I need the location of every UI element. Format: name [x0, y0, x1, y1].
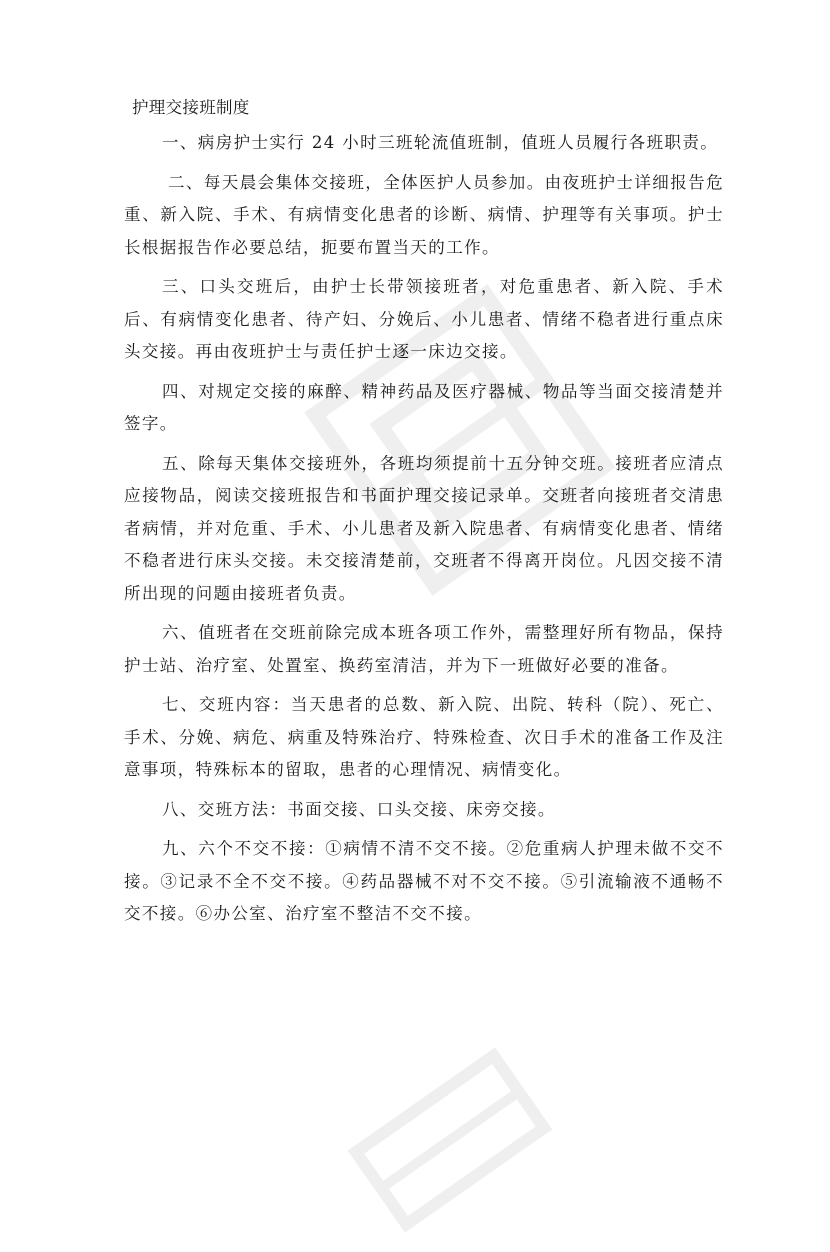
- paragraph-8: 八、交班方法：书面交接、口头交接、床旁交接。: [162, 799, 556, 819]
- paragraph-5: 五、除每天集体交接班外，各班均须提前十五分钟交班。接班者应清点应接物品，阅读交接班报告和书面护理交接记录单。交班者向接班者交清患者病情，并对危重、手术、小儿患者及新入院患者、有病情变化患者、情绪不稳者进行床头交接。未交接清楚前，交班者不得离开岗位。凡因交接不清所出现的问题由接班者负责。: [124, 453, 724, 603]
- document-title: 护理交接班制度: [132, 98, 250, 117]
- paragraph-9: 九、六个不交不接：①病情不清不交不接。②危重病人护理未做不交不接。③记录不全不交不接。④药品器械不对不交不接。⑤引流输液不通畅不交不接。⑥办公室、治疗室不整洁不交不接。: [124, 839, 724, 923]
- paragraph-7: 七、交班内容：当天患者的总数、新入院、出院、转科（院）、死亡、手术、分娩、病危、病重及特殊治疗、特殊检查、次日手术的准备工作及注意事项，特殊标本的留取，患者的心理情况、病情变化。: [124, 695, 724, 779]
- paragraph-4: 四、对规定交接的麻醉、精神药品及医疗器械、物品等当面交接清楚并签字。: [124, 381, 724, 433]
- paragraph-1: 一、病房护士实行 24 小时三班轮流值班制，值班人员履行各班职责。: [162, 133, 719, 152]
- paragraph-2: 二、每天晨会集体交接班，全体医护人员参加。由夜班护士详细报告危重、新入院、手术、有病情变化患者的诊断、病情、护理等有关事项。护士长根据报告作必要总结，扼要布置当天的工作。: [124, 172, 724, 257]
- document-body: [124, 92, 724, 938]
- watermark-logo-bottom: [325, 1028, 574, 1252]
- paragraph-6: 六、值班者在交班前除完成本班各项工作外，需整理好所有物品，保持护士站、治疗室、处置室、换药室清洁，并为下一班做好必要的准备。: [124, 623, 724, 675]
- paragraph-3: 三、口头交班后，由护士长带领接班者，对危重患者、新入院、手术后、有病情变化患者、待产妇、分娩后、小儿患者、情绪不稳者进行重点床头交接。再由夜班护士与责任护士逐一床边交接。: [124, 277, 724, 361]
